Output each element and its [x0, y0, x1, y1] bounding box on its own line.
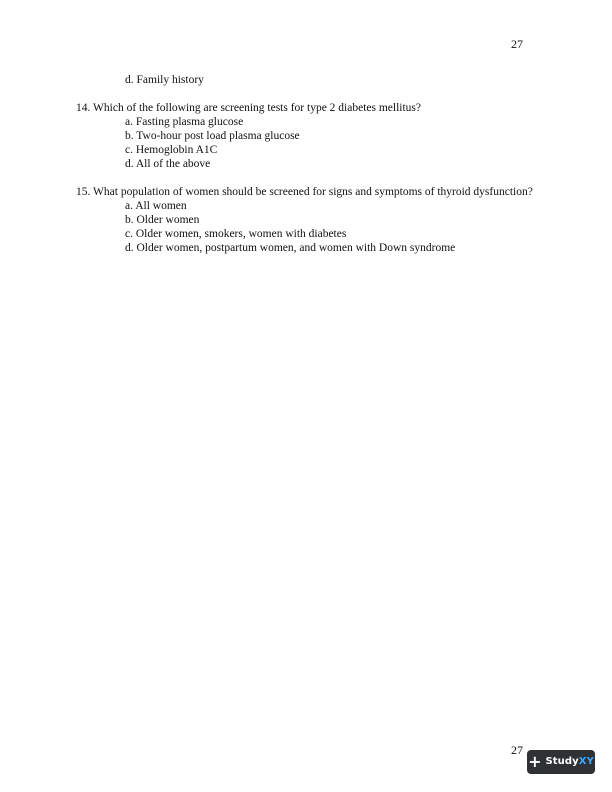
question-15 [76, 185, 546, 255]
page-number-bottom: 27 [511, 743, 523, 757]
option-15-c: c. Older women, smokers, women with diabetes [125, 228, 347, 240]
question-15-prompt: 15. What population of women should be screened for signs and symptoms of thyroid dysfunction? [76, 186, 533, 198]
option-14-d: d. All of the above [125, 158, 211, 170]
watermark-brand-accent: XY [578, 756, 594, 767]
watermark-brand [545, 755, 593, 769]
question-13-tail [76, 73, 546, 87]
option-14-a: a. Fasting plasma glucose [125, 116, 244, 128]
option-13-d: d. Family history [125, 74, 204, 86]
option-15-b: b. Older women [125, 214, 200, 226]
option-14-c: c. Hemoglobin A1C [125, 144, 218, 156]
question-14 [76, 101, 546, 171]
studyxy-watermark[interactable] [527, 750, 595, 774]
question-14-prompt: 14. Which of the following are screening tests for type 2 diabetes mellitus? [76, 102, 422, 114]
document-content [76, 73, 546, 269]
plus-icon: + [528, 752, 542, 771]
option-14-b: b. Two-hour post load plasma glucose [125, 130, 300, 142]
option-15-d: d. Older women, postpartum women, and women with Down syndrome [125, 242, 456, 254]
page-number-top: 27 [511, 37, 523, 51]
watermark-brand-main: Study [545, 756, 579, 767]
option-15-a: a. All women [125, 200, 187, 212]
